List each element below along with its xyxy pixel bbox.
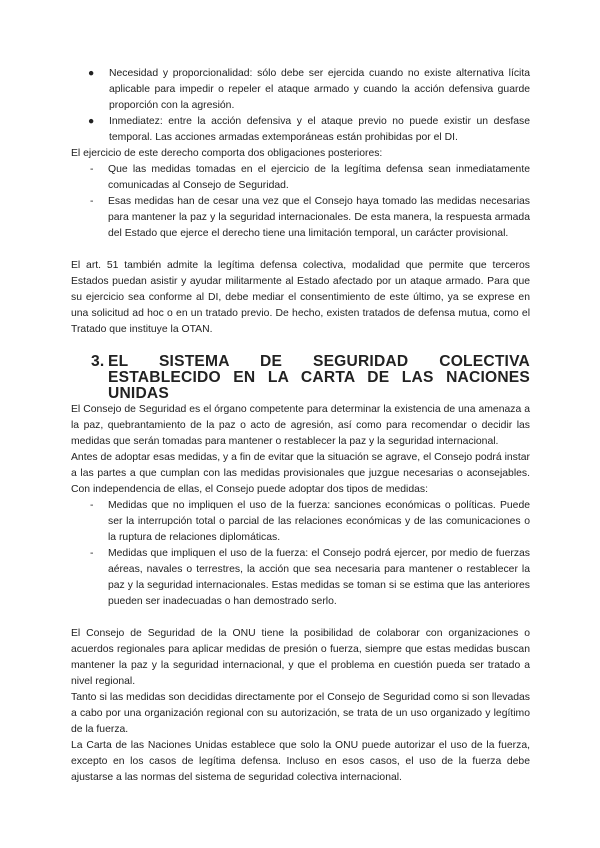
section-number: 3.: [91, 353, 105, 370]
dash-mark: -: [90, 500, 94, 511]
obligation-text: Esas medidas han de cesar una vez que el Consejo haya tomado las medidas necesarias para mantener la paz y la seguridad internacionales. De esta manera, la respuesta armada del Estado que ejerce el derecho tiene una limitación temporal, un carácter provisional.: [108, 196, 530, 239]
bullet-mark: ●: [88, 68, 95, 79]
list-item: [71, 498, 530, 546]
measure-text: Medidas que impliquen el uso de la fuerza: el Consejo podrá ejercer, por medio de fuerzas aéreas, navales o terrestres, la acción que sea necesaria para mantener o restablecer la paz y la seguridad internacionales. Estas medidas se toman si se estima que las anteriores pueden ser inadecuadas o han demostrado serlo.: [108, 548, 530, 607]
obligations-intro: El ejercicio de este derecho comporta dos obligaciones posteriores:: [71, 148, 383, 159]
obligations-list: [71, 162, 530, 242]
collective-defense-paragraph: El art. 51 también admite la legítima defensa colectiva, modalidad que permite que terceros Estados puedan asistir y ayudar militarmente al Estado afectado por un ataque armado. Para que su ejercicio sea conforme al DI, debe mediar el consentimiento de este último, ya se exprese en una solicitud ad hoc o en un tratado previo. De hecho, existen tratados de defensa mutua, como el Tratado que instituye la OTAN.: [71, 260, 530, 335]
obligation-text: Que las medidas tomadas en el ejercicio de la legítima defensa sean inmediatamente comunicadas al Consejo de Seguridad.: [108, 164, 530, 191]
dash-mark: -: [90, 164, 94, 175]
bullet-text: Inmediatez: entre la acción defensiva y el ataque previo no puede existir un desfase temporal. Las acciones armadas extemporáneas están prohibidas por el DI.: [109, 116, 530, 143]
list-item: [71, 546, 530, 610]
dash-mark: -: [90, 196, 94, 207]
bullet-text: Necesidad y proporcionalidad: sólo debe ser ejercida cuando no existe alternativa lícita aplicable para impedir o repeler el ataque armado y cuando la acción defensiva guarde proporción con la agresión.: [109, 68, 530, 111]
decision-paragraph: Tanto si las medidas son decididas directamente por el Consejo de Seguridad como si son llevadas a cabo por una organización regional con su autorización, se trata de un uso organizado y legítimo de la fuerza.: [71, 692, 530, 735]
list-item: [71, 194, 530, 242]
section-title: EL SISTEMA DE SEGURIDAD COLECTIVA ESTABLECIDO EN LA CARTA DE LAS NACIONES UNIDAS: [108, 353, 530, 402]
list-item: [71, 114, 530, 146]
charter-paragraph: La Carta de las Naciones Unidas establece que solo la ONU puede autorizar el uso de la fuerza, excepto en los casos de legítima defensa. Incluso en esos casos, el uso de la fuerza debe ajustarse a las normas del sistema de seguridad colectiva internacional.: [71, 740, 530, 783]
measure-text: Medidas que no impliquen el uso de la fuerza: sanciones económicas o políticas. Puede ser la interrupción total o parcial de las relaciones económicas y de las comunicaciones o la ruptura de relaciones diplomáticas.: [108, 500, 530, 543]
bullet-mark: ●: [88, 116, 95, 127]
regional-paragraph: El Consejo de Seguridad de la ONU tiene la posibilidad de colaborar con organizaciones o acuerdos regionales para aplicar medidas de presión o fuerza, siempre que estas medidas buscan mantener la paz y la seguridad internacional, y que el problema en cuestión pueda ser tratado a nivel regional.: [71, 628, 530, 687]
council-paragraph: El Consejo de Seguridad es el órgano competente para determinar la existencia de una amenaza a la paz, quebrantamiento de la paz o acto de agresión, así como para recomendar o decidir las medidas que serán tomadas para mantener o restablecer la paz y la seguridad internacional.: [71, 404, 530, 447]
dash-mark: -: [90, 548, 94, 559]
section-heading: [71, 354, 530, 402]
provisional-measures-paragraph: Antes de adoptar esas medidas, y a fin de evitar que la situación se agrave, el Consejo podrá instar a las partes a que cumplan con las medidas provisionales que juzgue necesarias o aconsejables. Con independencia de ellas, el Consejo puede adoptar dos tipos de medidas:: [71, 452, 530, 495]
requirements-list: [71, 66, 530, 146]
measures-list: [71, 498, 530, 610]
list-item: [71, 162, 530, 194]
list-item: [71, 66, 530, 114]
